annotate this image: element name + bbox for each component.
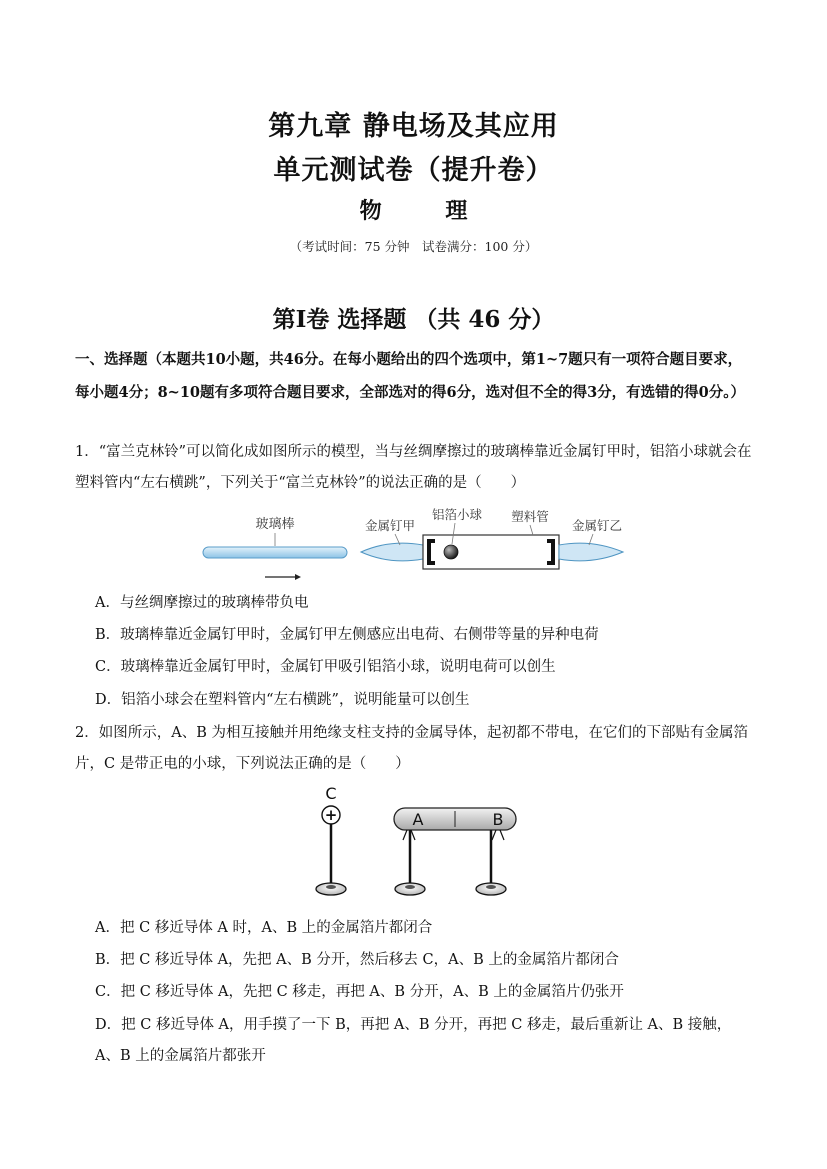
question-1-option-c[interactable]: C．玻璃棒靠近金属钉甲时，金属钉甲吸引铝箔小球，说明电荷可以创生 <box>95 659 556 675</box>
section-title: 第Ⅰ卷 选择题 （共 46 分） <box>272 306 555 333</box>
subject-label: 物 理 <box>359 198 496 224</box>
chapter-title: 第九章 静电场及其应用 <box>268 111 559 142</box>
conductor-figure <box>300 783 540 908</box>
foil-ball <box>444 545 458 559</box>
metal-nail-b-label: 金属钉乙 <box>571 518 623 533</box>
glass-rod-label: 玻璃棒 <box>255 517 295 532</box>
question-1-option-d[interactable]: D．铝箔小球会在塑料管内“左右横跳”，说明能量可以创生 <box>95 692 470 708</box>
plastic-tube <box>423 535 559 569</box>
foil-b-icon <box>492 830 504 840</box>
conductor-b-label: B <box>492 810 504 829</box>
question-2-option-b[interactable]: B．把 C 移近导体 A，先把 A、B 分开，然后移去 C，A、B 上的金属箔片都闭合 <box>95 952 619 968</box>
metal-nail-b <box>559 543 623 561</box>
franklin-bell-figure <box>195 505 635 590</box>
glass-rod <box>203 547 347 558</box>
question-2-option-c[interactable]: C．把 C 移近导体 A，先把 C 移走，再把 A、B 分开，A、B 上的金属箔片仍张开 <box>95 984 624 1000</box>
section-instructions: 一、选择题（本题共10小题，共46分。在每小题给出的四个选项中，第1~7题只有一项符合题目要求，每小题4分；8~10题有多项符合题目要求，全部选对的得6分，选对但不全的得3分，有选错的得0分。） <box>75 351 746 401</box>
exam-info: （考试时间：75 分钟 试卷满分：100 分） <box>289 239 538 254</box>
question-1-option-a[interactable]: A．与丝绸摩擦过的玻璃棒带负电 <box>95 595 309 611</box>
foil-ball-label: 铝箔小球 <box>431 507 483 522</box>
conductor-a-label: A <box>412 810 424 829</box>
question-1-stem: 1．“富兰克林铃”可以简化成如图所示的模型，当与丝绸摩擦过的玻璃棒靠近金属钉甲时，铝箔小球就会在塑料管内“左右横跳”，下列关于“富兰克林铃”的说法正确的是（ ） <box>75 444 752 491</box>
test-title: 单元测试卷（提升卷） <box>273 155 554 186</box>
metal-nail-a <box>361 543 423 561</box>
plus-charge-icon: + <box>324 806 338 824</box>
ball-c-label: C <box>325 784 337 803</box>
question-2-option-d[interactable]: D．把 C 移近导体 A，用手摸了一下 B，再把 A、B 分开，再把 C 移走，最后重新让 A、B 接触，A、B 上的金属箔片都张开 <box>95 1017 732 1064</box>
plastic-tube-label: 塑料管 <box>511 509 549 524</box>
metal-nail-a-label: 金属钉甲 <box>364 518 416 533</box>
question-2-stem: 2．如图所示，A、B 为相互接触并用绝缘支柱支持的金属导体，起初都不带电，在它们的下部贴有金属箔片，C 是带正电的小球，下列说法正确的是（ ） <box>75 725 748 772</box>
question-1-option-b[interactable]: B．玻璃棒靠近金属钉甲时，金属钉甲左侧感应出电荷、右侧带等量的异种电荷 <box>95 627 599 643</box>
question-2-option-a[interactable]: A．把 C 移近导体 A 时，A、B 上的金属箔片都闭合 <box>95 920 433 936</box>
